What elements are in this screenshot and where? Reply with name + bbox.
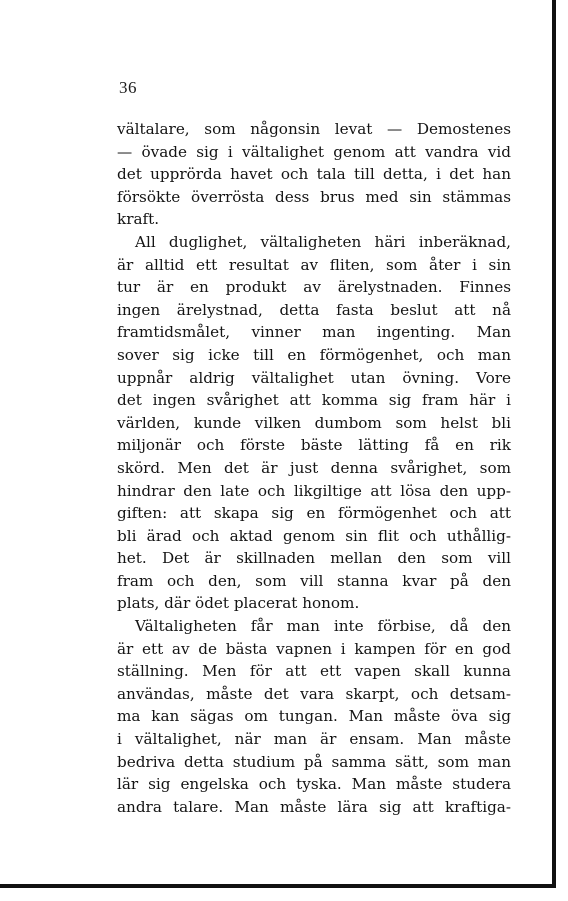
text-line: det upprörda havet och tala till detta, i det han	[117, 165, 511, 184]
text-line: fram och den, som vill stanna kvar på den	[117, 571, 511, 590]
text-line: ingen ärelystnad, detta fasta beslut att nå	[117, 300, 511, 319]
text-line: är alltid ett resultat av fliten, som åter i sin	[117, 255, 511, 274]
text-line: i vältalighet, när man är ensam. Man måste	[117, 730, 511, 749]
text-line: sover sig icke till en förmögenhet, och man	[117, 345, 511, 364]
text-line: giften: att skapa sig en förmögenhet och att	[117, 504, 511, 523]
text-line: All duglighet, vältaligheten häri inberäknad,	[135, 232, 511, 251]
text-line: miljonär och förste bäste lätting få en rik	[117, 436, 511, 455]
text-line: uppnår aldrig vältalighet utan övning. Vore	[117, 368, 511, 387]
text-line: Vältaligheten får man inte förbise, då den	[135, 617, 511, 636]
paragraph-2	[117, 231, 511, 615]
text-line: bedriva detta studium på samma sätt, som man	[117, 752, 511, 771]
text-line: ställning. Men för att ett vapen skall kunna	[117, 662, 511, 681]
text-line: vältalare, som någonsin levat — Demostenes	[117, 120, 511, 138]
paragraph-1	[117, 118, 511, 231]
paragraph-3	[117, 615, 511, 818]
text-line: het. Det är skillnaden mellan den som vill	[117, 549, 511, 568]
text-line: försökte överrösta dess brus med sin stämmas	[117, 187, 511, 206]
text-line: — övade sig i vältalighet genom att vandra vid	[117, 142, 511, 161]
text-line: lär sig engelska och tyska. Man måste studera	[117, 775, 511, 794]
text-line: är ett av de bästa vapnen i kampen för en god	[117, 639, 511, 658]
page-number: 36	[119, 78, 137, 97]
text-line: framtidsmålet, vinner man ingenting. Man	[117, 323, 511, 342]
text-line: andra talare. Man måste lära sig att kraftiga-	[117, 797, 511, 816]
text-line: världen, kunde vilken dumbom som helst bli	[117, 413, 511, 432]
text-line: skörd. Men det är just denna svårighet, som	[117, 458, 511, 477]
text-line: kraft.	[117, 210, 160, 229]
text-line: plats, där ödet placerat honom.	[117, 594, 360, 613]
text-line: ma kan sägas om tungan. Man måste öva sig	[117, 707, 511, 726]
text-line: det ingen svårighet att komma sig fram här i	[117, 391, 511, 410]
text-line: tur är en produkt av ärelystnaden. Finnes	[117, 278, 511, 297]
text-line: användas, måste det vara skarpt, och detsam-	[117, 684, 511, 703]
text-line: bli ärad och aktad genom sin flit och uthållig-	[117, 526, 511, 545]
body-text	[117, 118, 511, 818]
text-line: hindrar den late och likgiltige att lösa den upp-	[117, 481, 511, 500]
